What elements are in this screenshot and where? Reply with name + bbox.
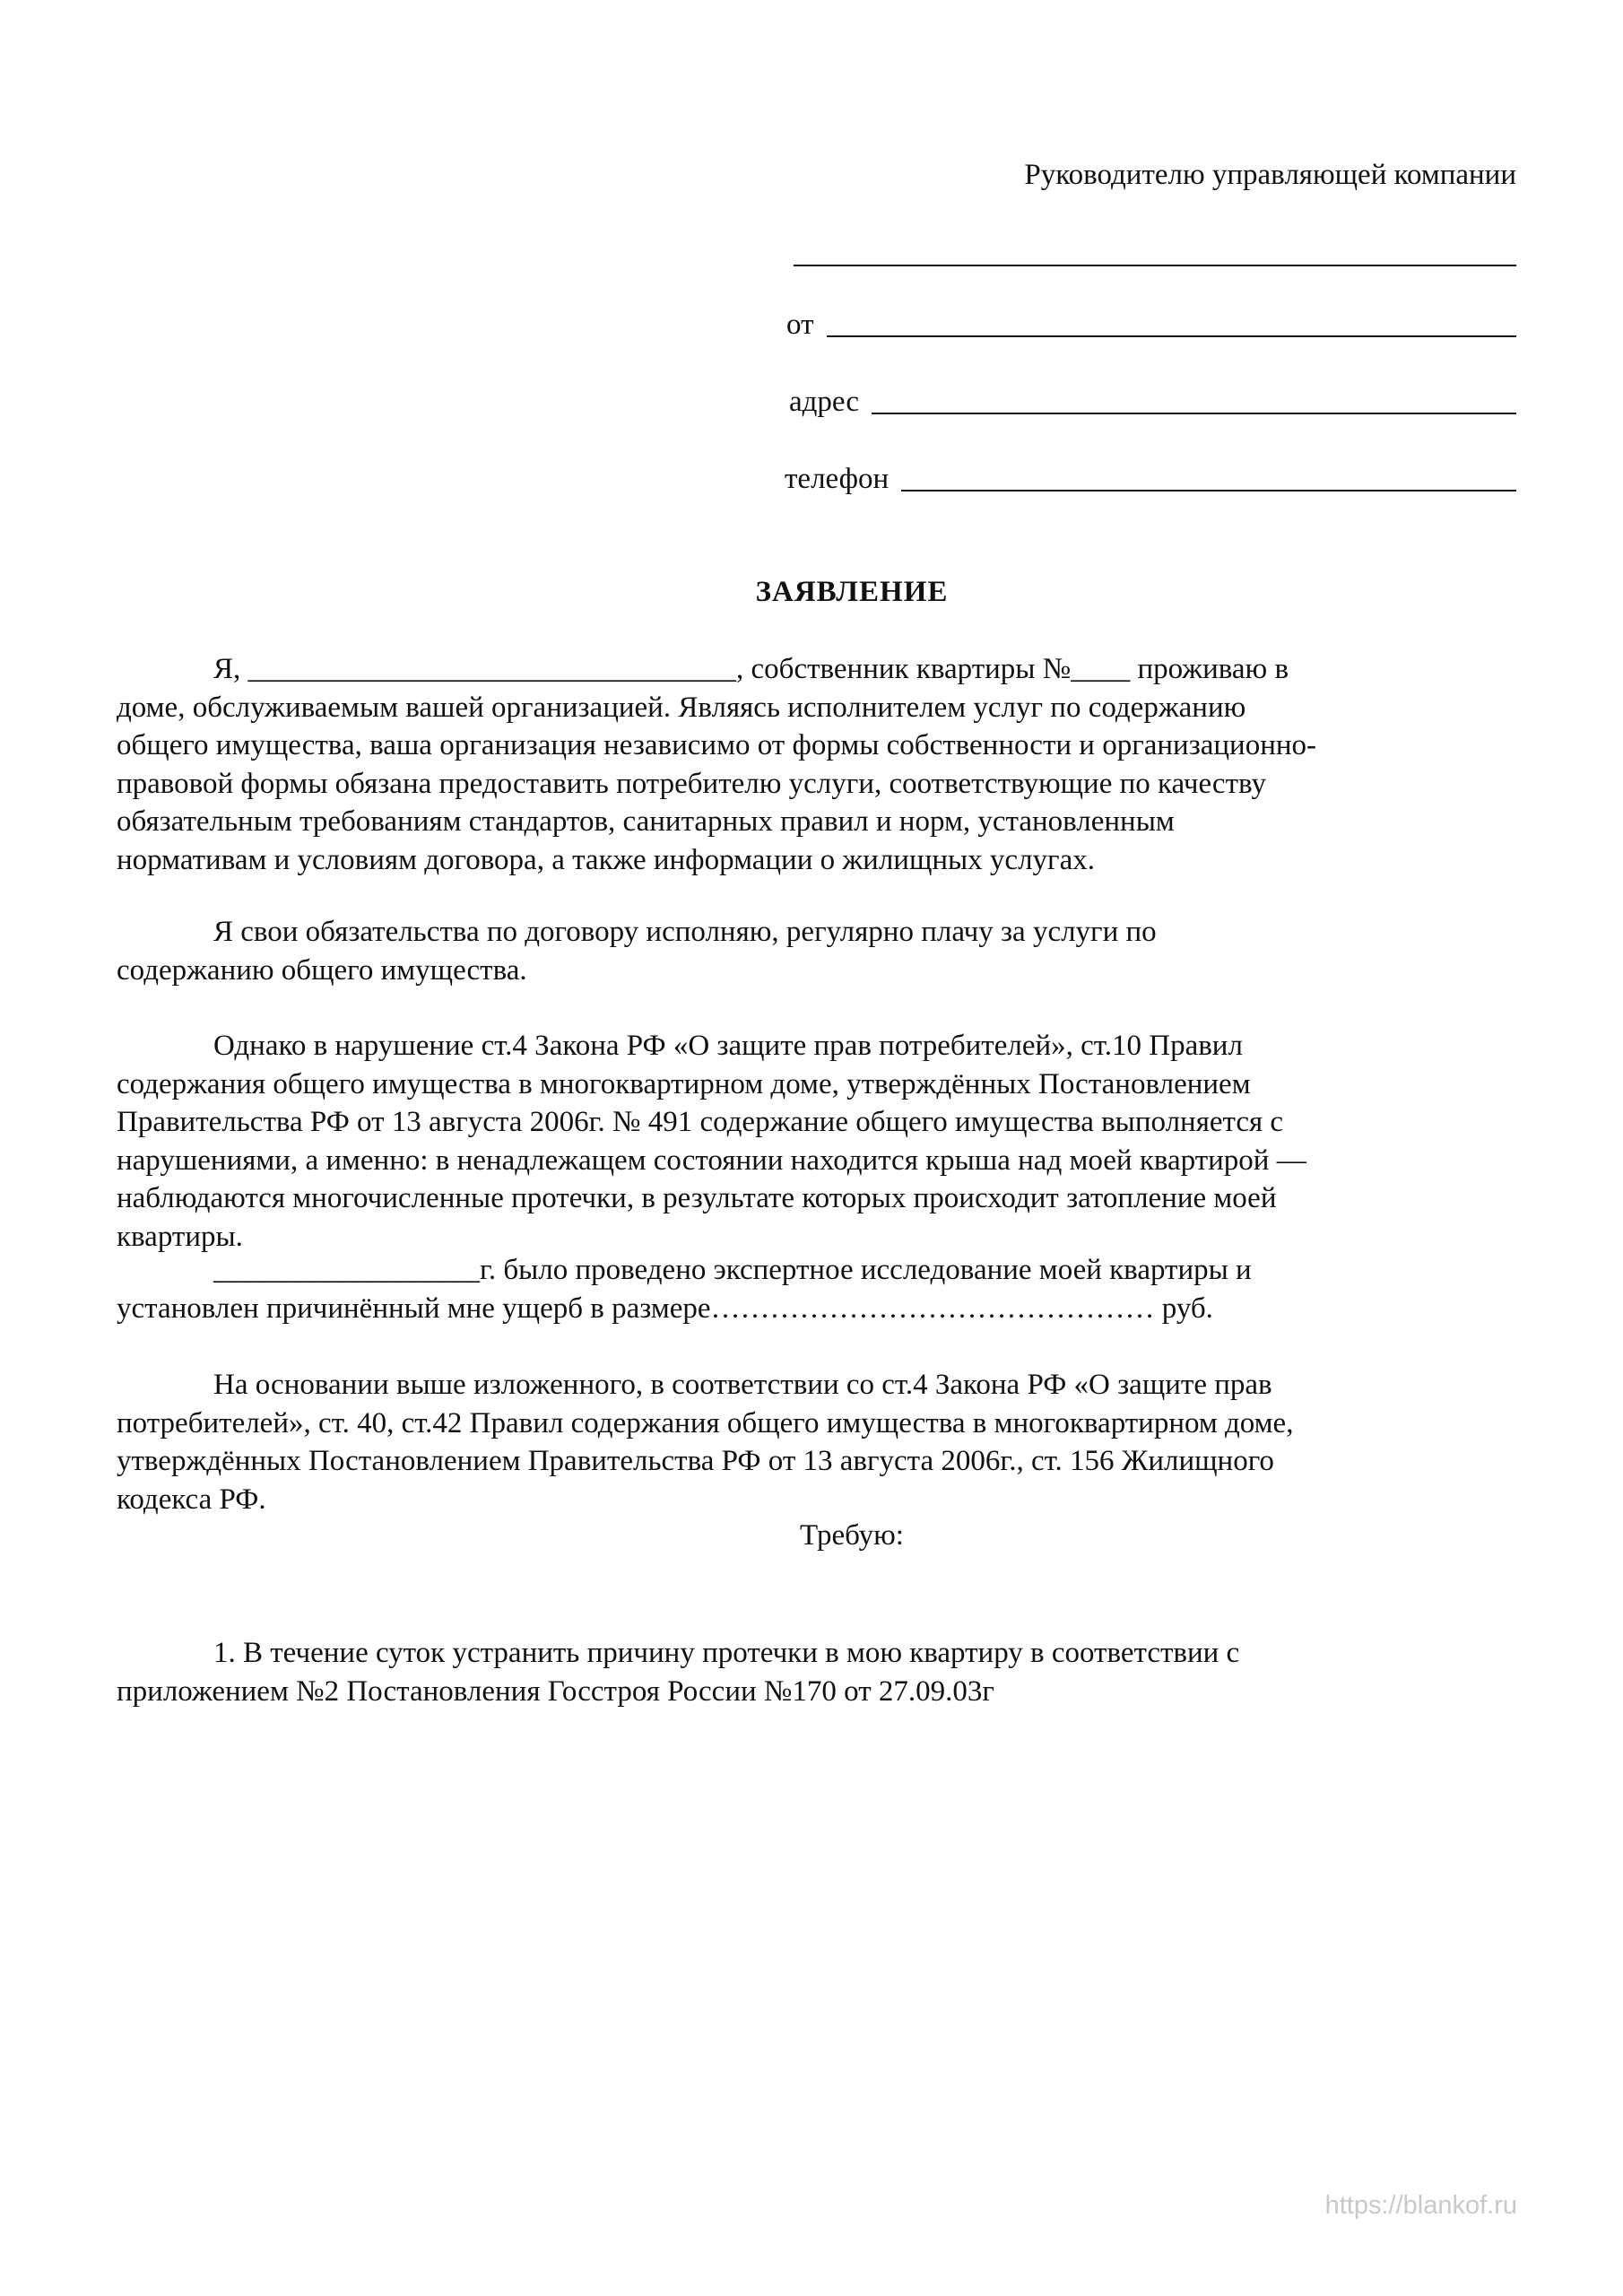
text-line: кодекса РФ. bbox=[117, 1483, 266, 1516]
paragraph-demand-item-1 bbox=[117, 1634, 1480, 1710]
text-line: приложением №2 Постановления Госстроя России №170 от 27.09.03г bbox=[117, 1674, 994, 1708]
from-label: от bbox=[786, 309, 814, 341]
document-title: ЗАЯВЛЕНИЕ bbox=[755, 576, 949, 608]
text-line: содержания общего имущества в многоквартирном доме, утверждённых Постановлением bbox=[117, 1067, 1251, 1100]
text-line: установлен причинённый мне ущерб в размере……………………………………… руб. bbox=[117, 1292, 1213, 1325]
paragraph-obligations bbox=[117, 913, 1480, 989]
paragraph-intro bbox=[117, 650, 1480, 879]
text-line: наблюдаются многочисленные протечки, в результате которых происходит затопление моей bbox=[117, 1182, 1277, 1214]
phone-blank-line bbox=[901, 489, 1516, 491]
demand-heading: Требую: bbox=[800, 1519, 904, 1552]
text-line: Правительства РФ от 13 августа 2006г. № 491 содержание общего имущества выполняется с bbox=[117, 1106, 1284, 1138]
text-line: Однако в нарушение ст.4 Закона РФ «О защите прав потребителей», ст.10 Правил bbox=[213, 1030, 1243, 1062]
from-field bbox=[786, 307, 1516, 343]
paragraph-violation bbox=[117, 1027, 1480, 1256]
text-line: потребителей», ст. 40, ст.42 Правил содержания общего имущества в многоквартирном доме, bbox=[117, 1406, 1294, 1439]
recipient-line: Руководителю управляющей компании bbox=[1024, 159, 1516, 191]
text-line: правовой формы обязана предоставить потребителю услуги, соответствующие по качеству bbox=[117, 767, 1266, 800]
address-field bbox=[789, 384, 1516, 420]
text-line: утверждённых Постановлением Правительства РФ от 13 августа 2006г., ст. 156 Жилищного bbox=[117, 1445, 1274, 1477]
phone-label: телефон bbox=[785, 463, 890, 495]
text-line: доме, обслуживаемым вашей организацией. Являясь исполнителем услуг по содержанию bbox=[117, 691, 1246, 724]
text-line: обязательным требованиям стандартов, санитарных правил и норм, установленным bbox=[117, 805, 1175, 838]
text-line: нарушениями, а именно: в ненадлежащем состоянии находится крыша над моей квартирой — bbox=[117, 1144, 1306, 1177]
address-blank-line bbox=[872, 412, 1516, 414]
text-line: На основании выше изложенного, в соответствии со ст.4 Закона РФ «О защите прав bbox=[213, 1369, 1272, 1401]
text-line: нормативам и условиям договора, а также информации о жилищных услугах. bbox=[117, 843, 1095, 876]
text-line: __________________г. было проведено экспертное исследование моей квартиры и bbox=[213, 1254, 1252, 1286]
from-blank-line bbox=[827, 335, 1517, 337]
text-line: содержанию общего имущества. bbox=[117, 953, 527, 987]
text-line: общего имущества, ваша организация независимо от формы собственности и организационно- bbox=[117, 729, 1317, 761]
recipient-blank-line bbox=[794, 265, 1516, 266]
text-line: квартиры. bbox=[117, 1220, 243, 1253]
watermark-url: https://blankof.ru bbox=[1324, 2191, 1517, 2220]
paragraph-expertise bbox=[117, 1251, 1480, 1327]
paragraph-basis bbox=[117, 1366, 1480, 1518]
phone-field bbox=[785, 461, 1516, 497]
address-label: адрес bbox=[789, 386, 860, 418]
text-line: Я свои обязательства по договору исполняю, регулярно плачу за услуги по bbox=[213, 916, 1157, 948]
text-line: 1. В течение суток устранить причину протечки в мою квартиру в соответствии с bbox=[213, 1637, 1240, 1669]
text-line: Я, _________________________________, собственник квартиры №____ проживаю в bbox=[213, 653, 1289, 685]
